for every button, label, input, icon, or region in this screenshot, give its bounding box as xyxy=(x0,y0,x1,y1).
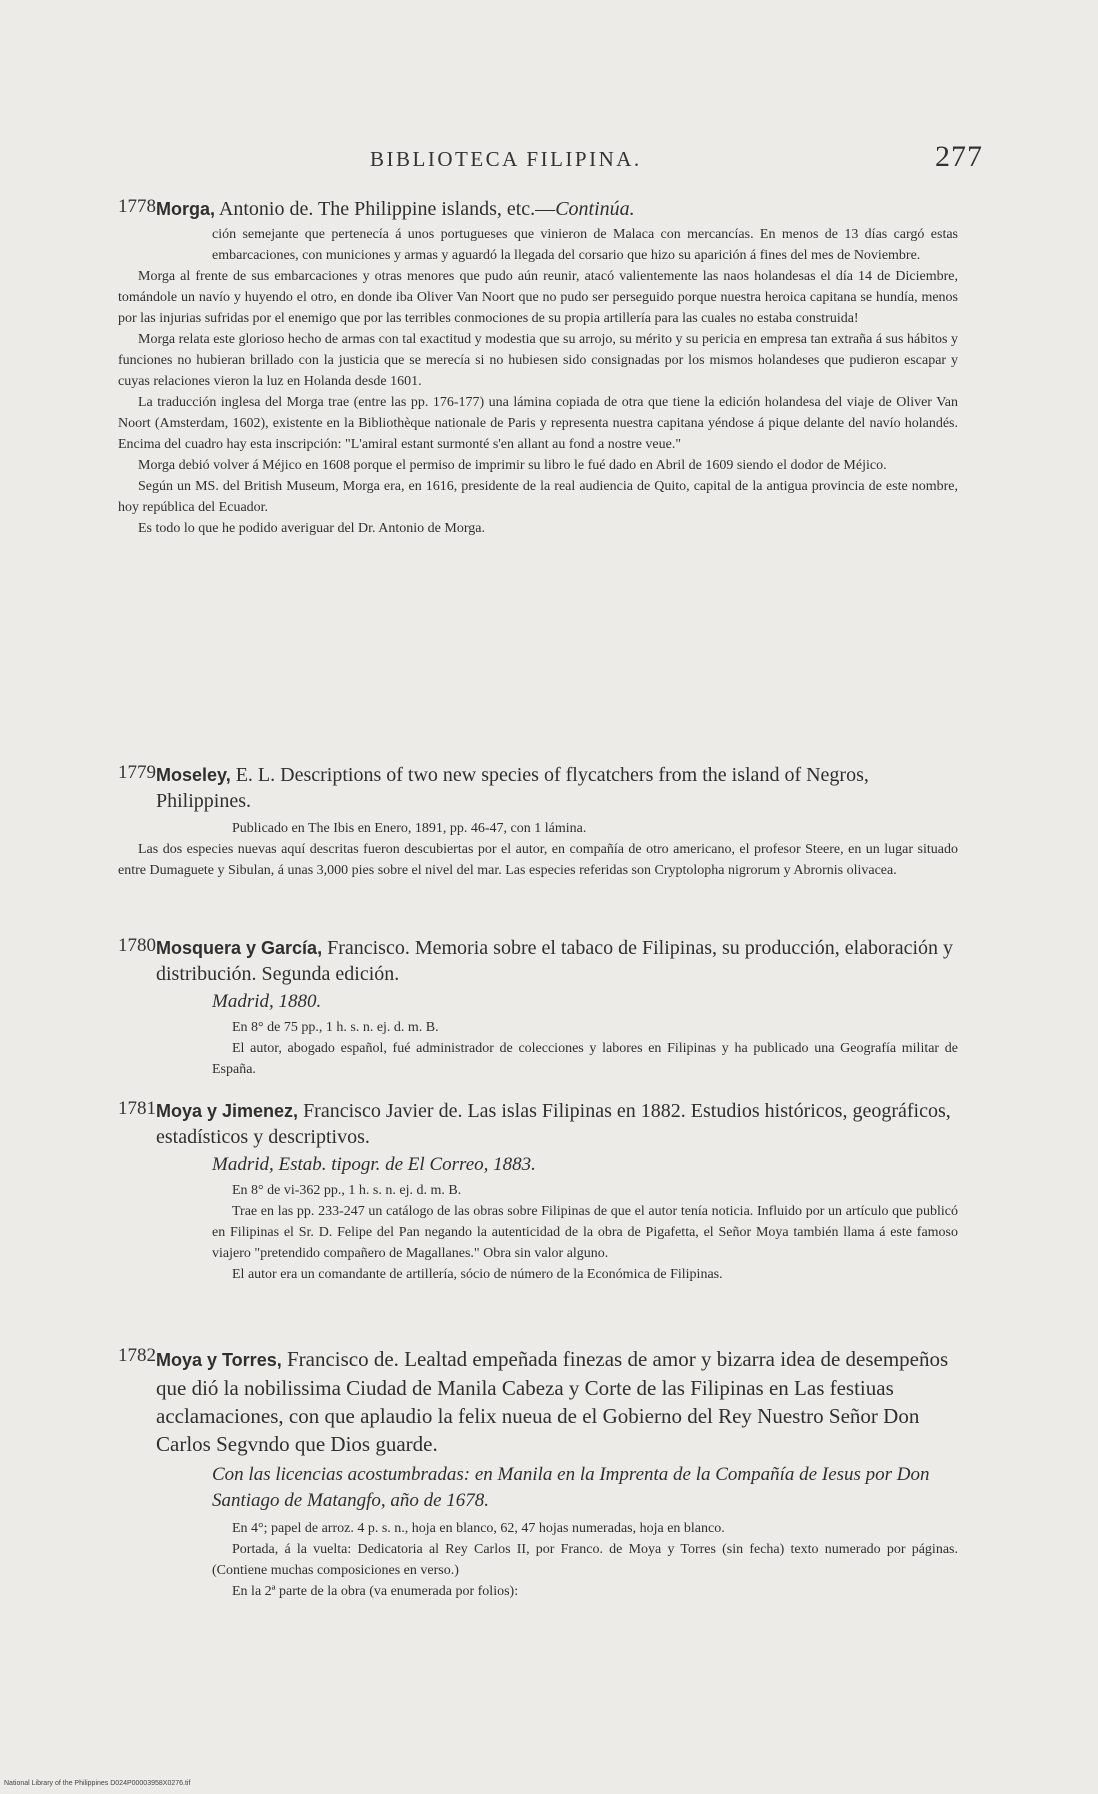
entry-number: 1779. xyxy=(118,762,161,783)
entry-author: Mosquera y García, xyxy=(156,938,323,958)
entry-note: Portada, á la vuelta: Dedicatoria al Rey Carlos II, por Franco. de Moya y Torres (sin fecha) texto numerado por páginas. (Contiene muchas composiciones en verso.) xyxy=(212,1542,958,1578)
entry-author-rest: Antonio de. xyxy=(215,198,314,220)
entry-heading xyxy=(156,935,958,987)
entry-heading xyxy=(156,1345,958,1458)
entry-title: Lealtad empeñada finezas de amor y bizarra idea de desempeños que dió la nobilissima Ciudad de Manila Cabeza y Corte de las Filipinas en Las festiuas acclamaciones, con que aplaudio la felix nueua de el Gobierno del Rey Nuestro Señor Don Carlos Segvndo que Dios guarde. xyxy=(156,1347,949,1456)
entry-note: Morga debió volver á Méjico en 1608 porque el permiso de imprimir su libro le fué dado en Abril de 1609 siendo el dodor de Méjico. xyxy=(138,458,887,473)
entry-title: Descriptions of two new species of flycatchers from the island of Negros, Philippines. xyxy=(156,764,869,812)
entry-note: El autor era un comandante de artillería, sócio de número de la Económica de Filipinas. xyxy=(232,1267,723,1282)
entry-number: 1778. xyxy=(118,196,161,217)
entry-author: Moya y Torres, xyxy=(156,1350,282,1370)
entry-note: Morga al frente de sus embarcaciones y otras menores que pudo aún reunir, atacó valientemente las naos holandesas el día 14 de Diciembre, tomándole un navío y huyendo el otro, en donde iba Oliver Van Noort que no pudo ser perseguido porque nuestra heroica capitana se hundía, menos por las injurias sufridas por el enemigo que por las terribles conmociones de su propia artillería para las cuales no estaba construida! xyxy=(118,269,958,326)
entry-1780 xyxy=(118,935,958,1080)
entry-note: Trae en las pp. 233-247 un catálogo de las obras sobre Filipinas de que el autor tenía noticia. Influido por un artículo que publicó en Filipinas el Sr. D. Felipe del Pan negando la autenticidad de la obra de Pigafetta, el Señor Moya también llama á este famoso viajero "pretendido compañero de Magallanes." Obra sin valor alguno. xyxy=(212,1204,958,1261)
entry-author-rest: E. L. xyxy=(230,764,276,786)
entry-author-rest: Francisco de. xyxy=(281,1347,399,1371)
entry-heading xyxy=(156,196,958,222)
entry-note: Es todo lo que he podido averiguar del Dr. Antonio de Morga. xyxy=(138,521,485,536)
entry-author: Moya y Jimenez, xyxy=(156,1101,299,1121)
entry-author-rest: Francisco. xyxy=(322,937,410,959)
entry-1778 xyxy=(118,196,958,539)
entry-note: Según un MS. del British Museum, Morga era, en 1616, presidente de la real audiencia de Quito, capital de la antigua provincia de este nombre, hoy república del Ecuador. xyxy=(118,479,958,515)
entry-note: Las dos especies nuevas aquí descritas fueron descubiertas por el autor, en compañía de otro americano, el profesor Steere, en un lugar situado entre Dumaguete y Sibulan, á unas 3,000 pies sobre el nivel del mar. Las especies referidas son Cryptolopha nigrorum y Abrornis olivacea. xyxy=(118,842,958,878)
entry-author: Moseley, xyxy=(156,765,231,785)
entry-note: Morga relata este glorioso hecho de armas con tal exactitud y modestia que su arrojo, su mérito y su pericia en empresa tan extraña á sus hábitos y funciones no hubieran brillado con la justicia que se merecía si no hubiesen sido consignadas por los mismos holandeses que pudieron escapar y cuyas relaciones vieron la luz en Holanda desde 1601. xyxy=(118,332,958,389)
entry-1781 xyxy=(118,1098,958,1285)
entry-number: 1780. xyxy=(118,935,161,956)
entry-note: El autor, abogado español, fué administrador de colecciones y labores en Filipinas y ha publicado una Geografía militar de España. xyxy=(212,1041,958,1077)
entry-title: Memoria sobre el tabaco de Filipinas, su producción, elaboración y distribución. Segunda edición. xyxy=(156,937,954,985)
entry-note: ción semejante que pertenecía á unos portugueses que vinieron de Malaca con mercancías. En menos de 13 días cargó estas embarcaciones, con municiones y armas y aguardó la llegada del corsario que hizo su aparición á fines del mes de Noviembre. xyxy=(212,227,958,263)
entry-author-rest: Francisco Javier de. xyxy=(298,1100,463,1122)
entry-1782 xyxy=(118,1345,958,1602)
entry-note: En 4°; papel de arroz. 4 p. s. n., hoja en blanco, 62, 47 hojas numeradas, hoja en blanco. xyxy=(232,1521,725,1536)
entry-heading xyxy=(156,762,958,814)
entry-imprint: Madrid, 1880. xyxy=(212,991,322,1012)
entry-author: Morga, xyxy=(156,199,216,219)
entry-title: Las islas Filipinas en 1882. Estudios históricos, geográficos, estadísticos y descriptivos. xyxy=(156,1100,951,1148)
page-number: 277 xyxy=(935,140,983,173)
entry-1779 xyxy=(118,762,958,881)
entry-continued: Continúa. xyxy=(555,198,635,220)
footer-stamp: National Library of the Philippines D024P00003958X0276.tif xyxy=(4,1780,191,1787)
entry-note: En la 2ª parte de la obra (va enumerada por folios): xyxy=(232,1584,519,1599)
entry-number: 1782. xyxy=(118,1345,161,1366)
running-title: BIBLIOTECA FILIPINA. xyxy=(370,147,642,171)
entry-number: 1781. xyxy=(118,1098,161,1119)
entry-note: En 8° de vi-362 pp., 1 h. s. n. ej. d. m. B. xyxy=(232,1183,462,1198)
entry-heading xyxy=(156,1098,958,1150)
entry-imprint: Con las licencias acostumbradas: en Manila en la Imprenta de la Compañía de Iesus por Don Santiago de Matangfo, año de 1678. xyxy=(212,1464,930,1511)
entry-note: Publicado en The Ibis en Enero, 1891, pp. 46-47, con 1 lámina. xyxy=(232,821,587,836)
entry-title: The Philippine islands, etc.— xyxy=(313,198,556,220)
entry-imprint: Madrid, Estab. tipogr. de El Correo, 1883. xyxy=(212,1154,536,1175)
entry-note: En 8° de 75 pp., 1 h. s. n. ej. d. m. B. xyxy=(232,1020,439,1035)
entry-note: La traducción inglesa del Morga trae (entre las pp. 176-177) una lámina copiada de otra que tiene la edición holandesa del viaje de Oliver Van Noort (Amsterdam, 1602), existente en la Bibliothèque nationale de Paris y representa nuestra capitana yéndose á pique delante del navío holandés. Encima del cuadro hay esta inscripción: "L'amiral estant surmonté s'en allant au fond a nostre veue." xyxy=(118,395,958,452)
